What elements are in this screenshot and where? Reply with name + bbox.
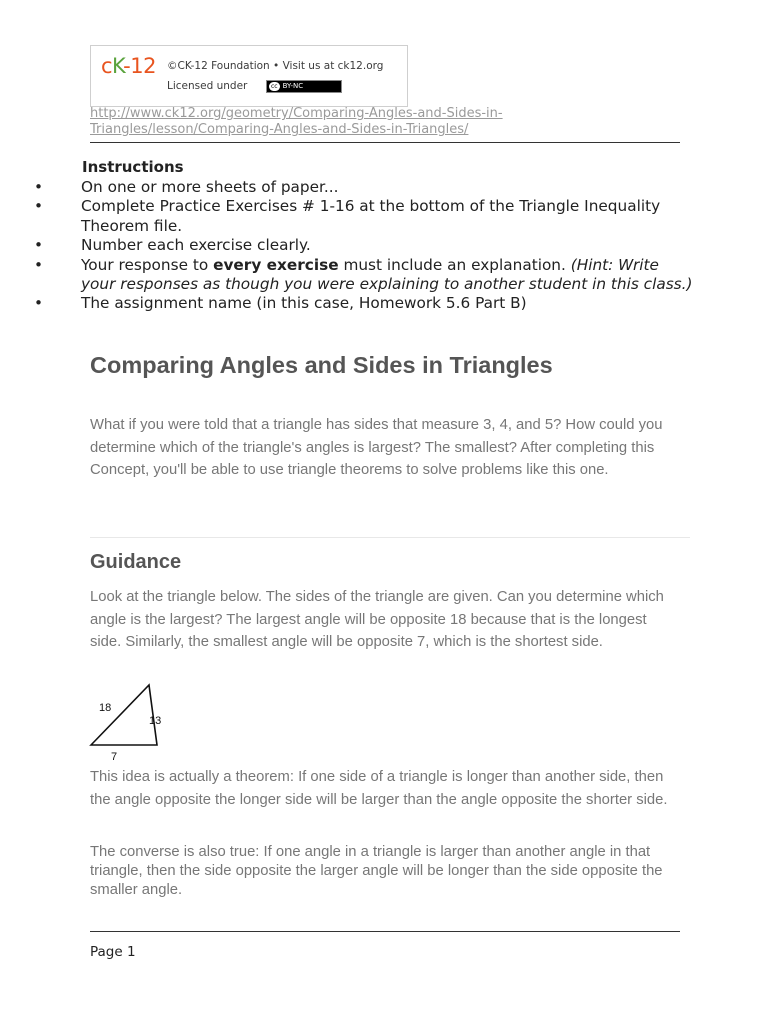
triangle-shape bbox=[91, 685, 157, 745]
cc-icon: cc bbox=[271, 83, 278, 90]
list-item-text: The assignment name (in this case, Homework 5.6 Part B) bbox=[81, 294, 527, 313]
instructions-title: Instructions bbox=[82, 158, 184, 176]
ck12-logo: cK-12 bbox=[101, 54, 156, 78]
page-number: Page 1 bbox=[90, 944, 136, 960]
guidance-paragraph: Look at the triangle below. The sides of the triangle are given. Can you determine which angle is the largest? The largest angle will be opposite 18 because that is the longest side. Similarly, the smallest angle will be opposite 7, which is the shortest side. bbox=[90, 589, 664, 650]
list-item bbox=[34, 256, 694, 295]
bullet: • bbox=[34, 294, 44, 313]
guidance-heading: Guidance bbox=[90, 551, 182, 573]
side-label-13: 13 bbox=[149, 715, 162, 727]
cc-badge-label: BY-NC bbox=[282, 82, 304, 90]
list-item bbox=[34, 236, 694, 255]
foundation-text: ©CK-12 Foundation • Visit us at ck12.org bbox=[167, 60, 384, 72]
side-label-18: 18 bbox=[99, 702, 112, 714]
list-item bbox=[34, 197, 694, 236]
bullet: • bbox=[34, 255, 44, 274]
triangle-diagram bbox=[86, 680, 170, 766]
list-item-text: Number each exercise clearly. bbox=[81, 236, 311, 255]
hint-text: (Hint: Write your responses as though you were explaining to another student in this class.) bbox=[81, 255, 693, 294]
bullet: • bbox=[34, 178, 44, 196]
bullet: • bbox=[34, 197, 44, 216]
ck12-logo-banner bbox=[90, 45, 408, 107]
list-item-text: must include an explanation. bbox=[338, 255, 571, 274]
list-item-text: Complete Practice Exercises # 1-16 at the bottom of the Triangle Inequality Theorem file. bbox=[81, 197, 661, 235]
list-item bbox=[34, 294, 694, 313]
list-item bbox=[34, 178, 694, 197]
article-title: Comparing Angles and Sides in Triangles bbox=[90, 352, 553, 378]
list-item-text: On one or more sheets of paper... bbox=[81, 178, 339, 196]
cc-license-badge[interactable] bbox=[266, 80, 342, 93]
source-link[interactable]: http://www.ck12.org/geometry/Comparing-Angles-and-Sides-in-Triangles/lesson/Comparing-Angles-and-Sides-in-Triangles/ bbox=[90, 106, 503, 137]
footer-divider bbox=[90, 931, 680, 932]
intro-paragraph: What if you were told that a triangle has sides that measure 3, 4, and 5? How could you determine which of the triangle's angles is largest? The smallest? After completing this Concept, you'll be able to use triangle theorems to solve problems like this one. bbox=[90, 417, 663, 478]
divider bbox=[90, 142, 680, 143]
list-item-text: Your response to bbox=[81, 255, 214, 274]
section-divider bbox=[90, 537, 690, 538]
theorem-paragraph: This idea is actually a theorem: If one side of a triangle is longer than another side, then the angle opposite the longer side will be larger than the angle opposite the shorter side. bbox=[90, 769, 668, 808]
side-label-7: 7 bbox=[111, 751, 118, 763]
license-text: Licensed under bbox=[167, 80, 248, 92]
emphasis-text: every exercise bbox=[213, 255, 339, 274]
converse-paragraph: The converse is also true: If one angle in a triangle is larger than another angle in that triangle, then the side opposite the larger angle will be longer than the side opposite the smaller angle. bbox=[90, 844, 663, 898]
bullet: • bbox=[34, 236, 44, 255]
instructions-list bbox=[34, 178, 694, 314]
